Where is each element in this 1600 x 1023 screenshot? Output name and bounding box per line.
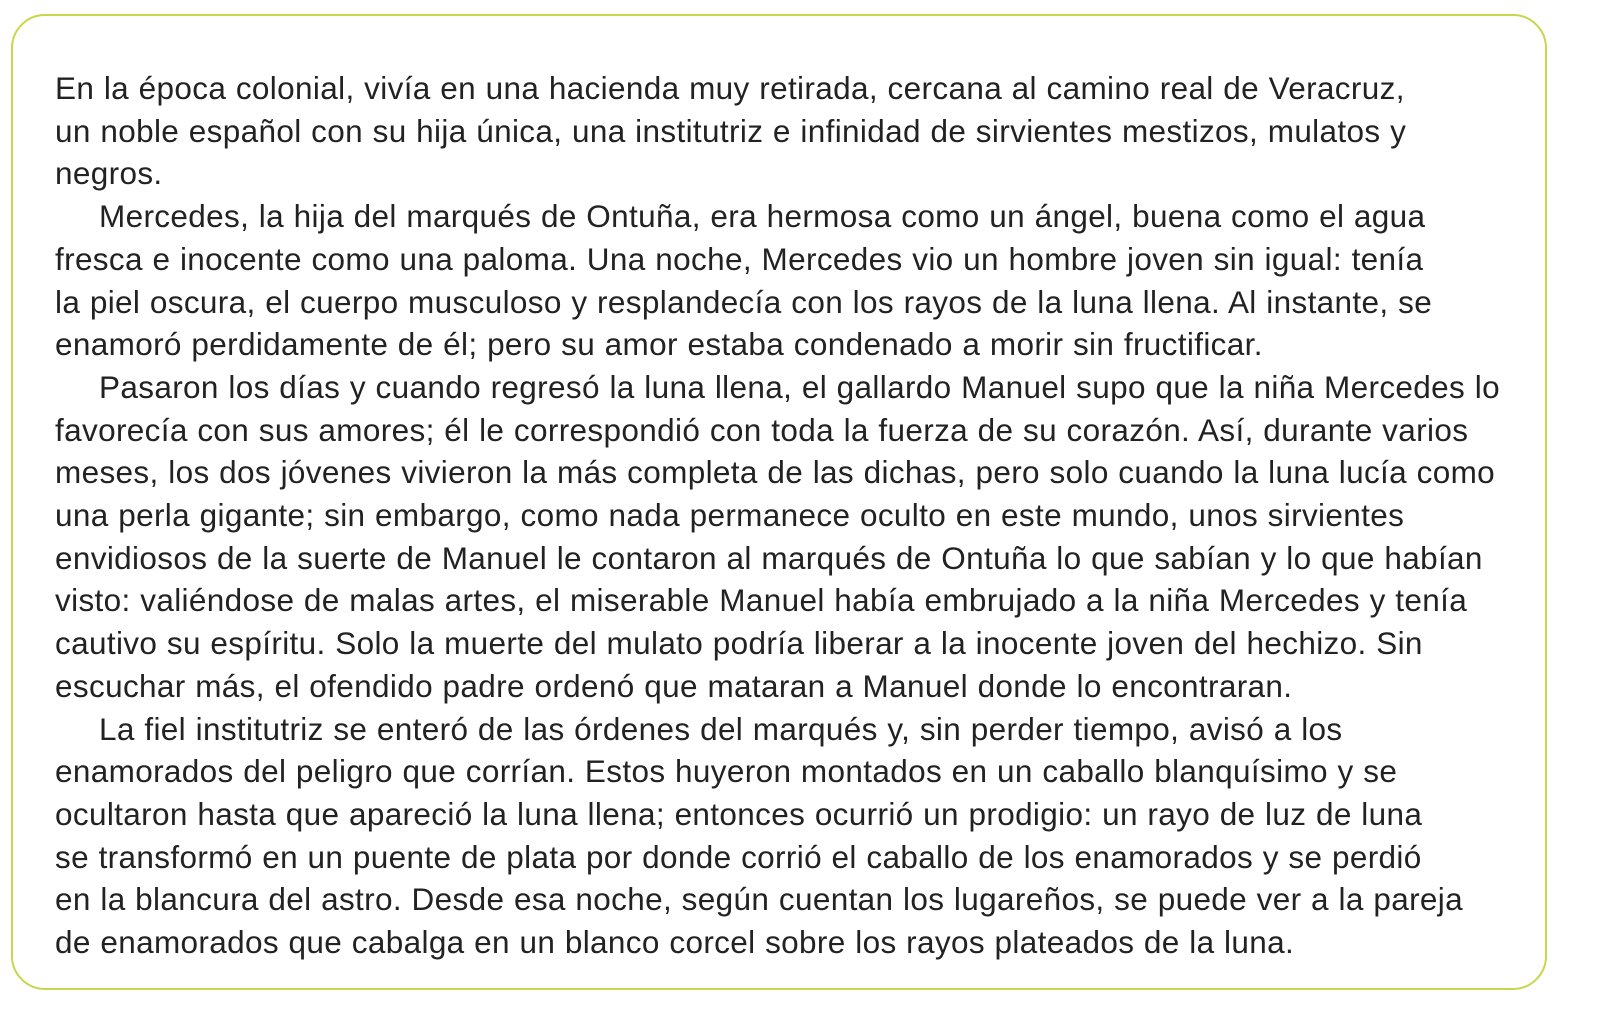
- text-line: En la época colonial, vivía en una hacienda muy retirada, cercana al camino real de Veracruz,: [55, 70, 1405, 106]
- text-line: la piel oscura, el cuerpo musculoso y resplandecía con los rayos de la luna llena. Al instante, se: [55, 283, 1433, 320]
- text-line: Mercedes, la hija del marqués de Ontuña, era hermosa como un ángel, buena como el agua: [99, 198, 1426, 235]
- text-line: Pasaron los días y cuando regresó la luna llena, el gallardo Manuel supo que la niña Mercedes lo: [99, 368, 1500, 405]
- text-line: en la blancura del astro. Desde esa noche, según cuentan los lugareños, se puede ver a la pareja: [55, 881, 1464, 918]
- paragraph-1: [55, 67, 1545, 195]
- text-line: ocultaron hasta que apareció la luna llena; entonces ocurrió un prodigio: un rayo de luz de luna: [55, 795, 1423, 832]
- text-line: enamoró perdidamente de él; pero su amor estaba condenado a morir sin fructificar.: [55, 326, 1263, 363]
- text-line: de enamorados que cabalga en un blanco corcel sobre los rayos plateados de la luna.: [55, 924, 1295, 961]
- paragraph-3: [55, 366, 1545, 708]
- text-line: se transformó en un puente de plata por donde corrió el caballo de los enamorados y se perdió: [55, 838, 1422, 875]
- text-line: cautivo su espíritu. Solo la muerte del mulato podría liberar a la inocente joven del hechizo. Sin: [55, 625, 1423, 662]
- paragraph-4: [55, 708, 1545, 964]
- story-text: [55, 67, 1545, 964]
- text-line: negros.: [55, 155, 163, 192]
- text-line: La fiel institutriz se enteró de las órdenes del marqués y, sin perder tiempo, avisó a los: [99, 710, 1343, 747]
- text-line: favorecía con sus amores; él le correspondió con toda la fuerza de su corazón. Así, durante varios: [55, 411, 1469, 448]
- text-line: envidiosos de la suerte de Manuel le contaron al marqués de Ontuña lo que sabían y lo que habían: [55, 539, 1483, 576]
- text-line: escuchar más, el ofendido padre ordenó que mataran a Manuel donde lo encontraran.: [55, 667, 1293, 704]
- text-line: enamorados del peligro que corrían. Estos huyeron montados en un caballo blanquísimo y se: [55, 753, 1398, 790]
- text-line: fresca e inocente como una paloma. Una noche, Mercedes vio un hombre joven sin igual: tenía: [55, 240, 1424, 277]
- text-line: meses, los dos jóvenes vivieron la más completa de las dichas, pero solo cuando la luna lucía como: [55, 454, 1496, 491]
- paragraph-2: [55, 195, 1545, 366]
- text-line: visto: valiéndose de malas artes, el miserable Manuel había embrujado a la niña Mercedes y tenía: [55, 582, 1468, 619]
- text-line: un noble español con su hija única, una institutriz e infinidad de sirvientes mestizos, mulatos y: [55, 112, 1407, 149]
- text-line: una perla gigante; sin embargo, como nada permanece oculto en este mundo, unos sirvientes: [55, 497, 1405, 534]
